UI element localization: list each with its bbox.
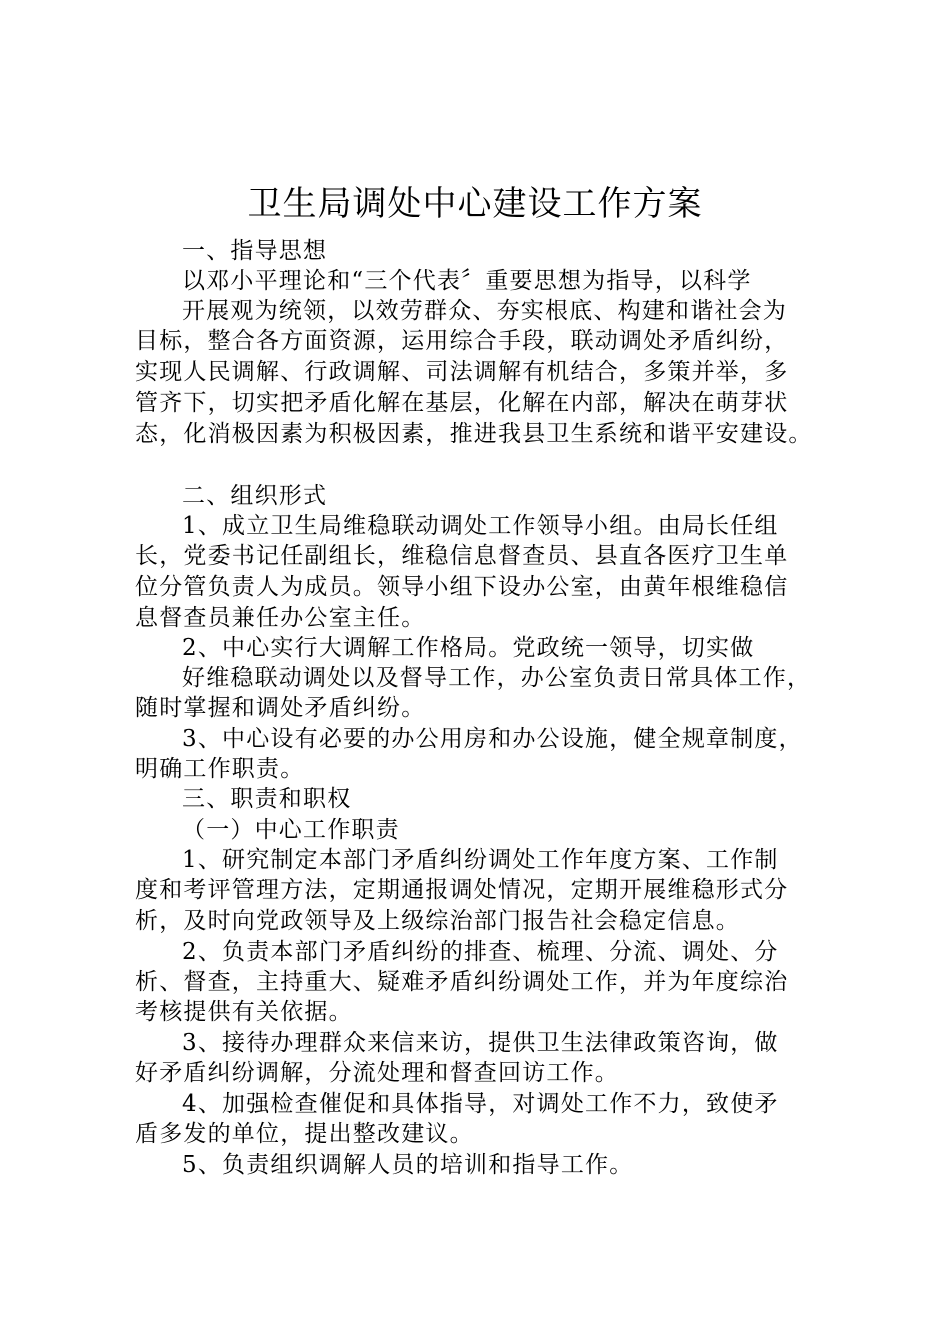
paragraph-line: 1、研究制定本部门矛盾纠纷调处工作年度方案、工作制 (182, 847, 779, 873)
section-heading: 三、职责和职权 (182, 786, 352, 812)
paragraph-line: 3、中心设有必要的办公用房和办公设施，健全规章制度， (182, 726, 803, 752)
section-heading: 一、指导思想 (182, 238, 328, 264)
paragraph-line: 位分管负责人为成员。领导小组下设办公室，由黄年根维稳信 (135, 574, 789, 600)
paragraph-line: 2、中心实行大调解工作格局。党政统一领导，切实做 (182, 635, 755, 661)
paragraph-line: 3、接待办理群众来信来访，提供卫生法律政策咨询，做 (182, 1030, 779, 1056)
paragraph-line: 1、成立卫生局维稳联动调处工作领导小组。由局长任组 (182, 513, 779, 539)
paragraph-line: 析，及时向党政领导及上级综治部门报告社会稳定信息。 (135, 908, 740, 934)
paragraph-line: 盾多发的单位，提出整改建议。 (135, 1121, 474, 1147)
paragraph-line: 目标，整合各方面资源，运用综合手段，联动调处矛盾纠纷， (135, 328, 789, 354)
paragraph-line: 5、负责组织调解人员的培训和指导工作。 (182, 1152, 634, 1178)
paragraph-line: 考核提供有关依据。 (135, 999, 353, 1025)
paragraph-line: 实现人民调解、行政调解、司法调解有机结合，多策并举，多 (135, 359, 789, 385)
paragraph-line: 管齐下，切实把矛盾化解在基层，化解在内部，解决在萌芽状 (135, 390, 789, 416)
document-title: 卫生局调处中心建设工作方案 (247, 184, 703, 224)
paragraph-line: 好维稳联动调处以及督导工作，办公室负责日常具体工作， (182, 665, 812, 691)
paragraph-line: 4、加强检查催促和具体指导，对调处工作不力，致使矛 (182, 1091, 779, 1117)
paragraph-line: 好矛盾纠纷调解，分流处理和督查回访工作。 (135, 1060, 619, 1086)
paragraph-line: 度和考评管理方法，定期通报调处情况，定期开展维稳形式分 (135, 877, 789, 903)
paragraph-line: 息督查员兼任办公室主任。 (135, 605, 426, 631)
paragraph-line: 开展观为统领，以效劳群众、夯实根底、构建和谐社会为 (182, 298, 787, 324)
paragraph-line: 随时掌握和调处矛盾纠纷。 (135, 695, 426, 721)
paragraph-line: 长，党委书记任副组长，维稳信息督查员、县直各医疗卫生单 (135, 543, 789, 569)
paragraph-line: 明确工作职责。 (135, 756, 305, 782)
paragraph-line: 2、负责本部门矛盾纠纷的排查、梳理、分流、调处、分 (182, 939, 779, 965)
subsection-heading: （一）中心工作职责 (182, 817, 400, 843)
paragraph-line: 析、督查，主持重大、疑难矛盾纠纷调处工作，并为年度综治 (135, 969, 789, 995)
paragraph-line: 态，化消极因素为积极因素，推进我县卫生系统和谐平安建设。 (135, 421, 813, 447)
paragraph-line: 以邓小平理论和“三个代表〞重要思想为指导，以科学 (182, 268, 752, 294)
section-heading: 二、组织形式 (182, 483, 328, 509)
